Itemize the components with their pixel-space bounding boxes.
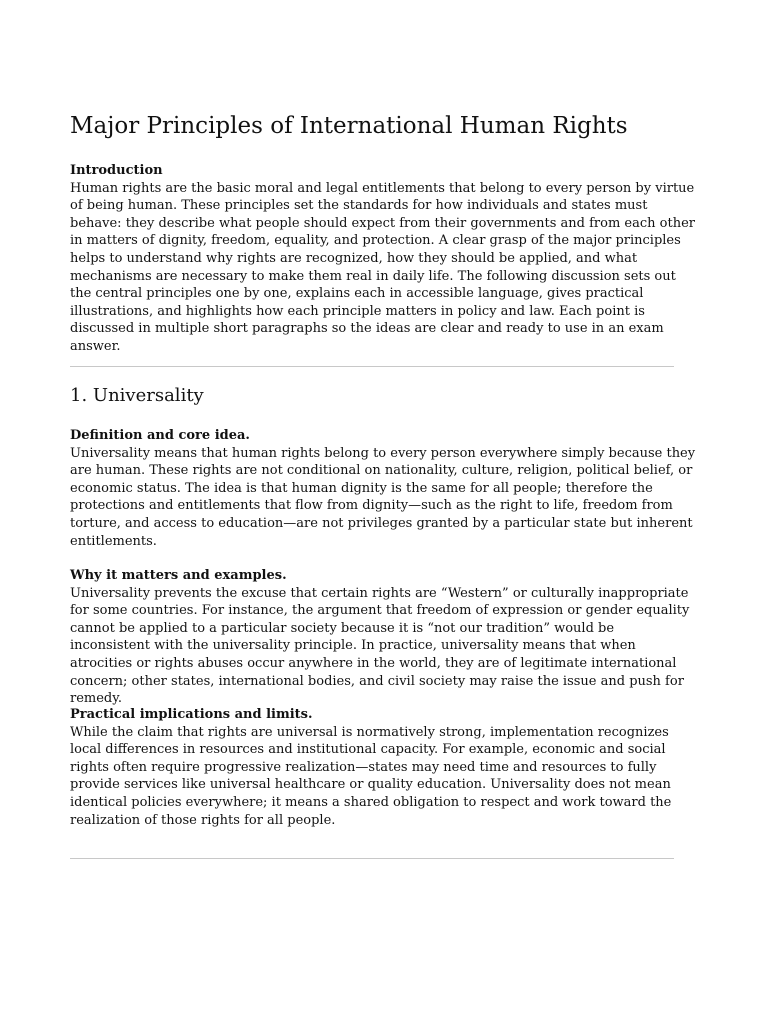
section-divider-bottom xyxy=(70,858,674,859)
why-it-matters-block xyxy=(70,567,696,708)
introduction-section xyxy=(70,162,696,356)
introduction-paragraph: Human rights are the basic moral and legal entitlements that belong to every person by virtue of being human. These principles set the standards for how individuals and states must behave: they describe what people should expect from their governments and from each other in matters of dignity, freedom, equality, and protection. A clear grasp of the major principles helps to understand why rights are recognized, how they should be applied, and what mechanisms are necessary to make them real in daily life. The following discussion sets out the central principles one by one, explains each in accessible language, gives practical illustrations, and highlights how each principle matters in policy and law. Each point is discussed in multiple short paragraphs so the ideas are clear and ready to use in an exam answer. xyxy=(70,180,695,354)
section-title-universality: 1. Universality xyxy=(70,385,204,406)
why-it-matters-paragraph: Universality prevents the excuse that certain rights are “Western” or culturally inappropriate for some countries. For instance, the argument that freedom of expression or gender equality cannot be applied to a particular society because it is “not our tradition” would be inconsistent with the universality principle. In practice, universality means that when atrocities or rights abuses occur anywhere in the world, they are of legitimate international concern; other states, international bodies, and civil society may raise the issue and push for remedy. xyxy=(70,585,690,707)
practical-implications-heading: Practical implications and limits. xyxy=(70,707,313,722)
practical-implications-paragraph: While the claim that rights are universal is normatively strong, implementation recognizes local differences in resources and institutional capacity. For example, economic and social rights often require progressive realization—states may need time and resources to fully provide services like universal healthcare or quality education. Universality does not mean identical policies everywhere; it means a shared obligation to respect and work toward the realization of those rights for all people. xyxy=(70,724,672,828)
definition-paragraph: Universality means that human rights belong to every person everywhere simply because they are human. These rights are not conditional on nationality, culture, religion, political belief, or economic status. The idea is that human dignity is the same for all people; therefore the protections and entitlements that flow from dignity—such as the right to life, freedom from torture, and access to education—are not privileges granted by a particular state but inherent entitlements. xyxy=(70,445,696,549)
definition-heading: Definition and core idea. xyxy=(70,428,250,443)
section-divider xyxy=(70,366,674,367)
introduction-heading: Introduction xyxy=(70,163,163,178)
definition-block xyxy=(70,427,696,550)
why-it-matters-heading: Why it matters and examples. xyxy=(70,568,287,583)
document-title: Major Principles of International Human Rights xyxy=(70,113,628,139)
practical-implications-block xyxy=(70,706,696,829)
